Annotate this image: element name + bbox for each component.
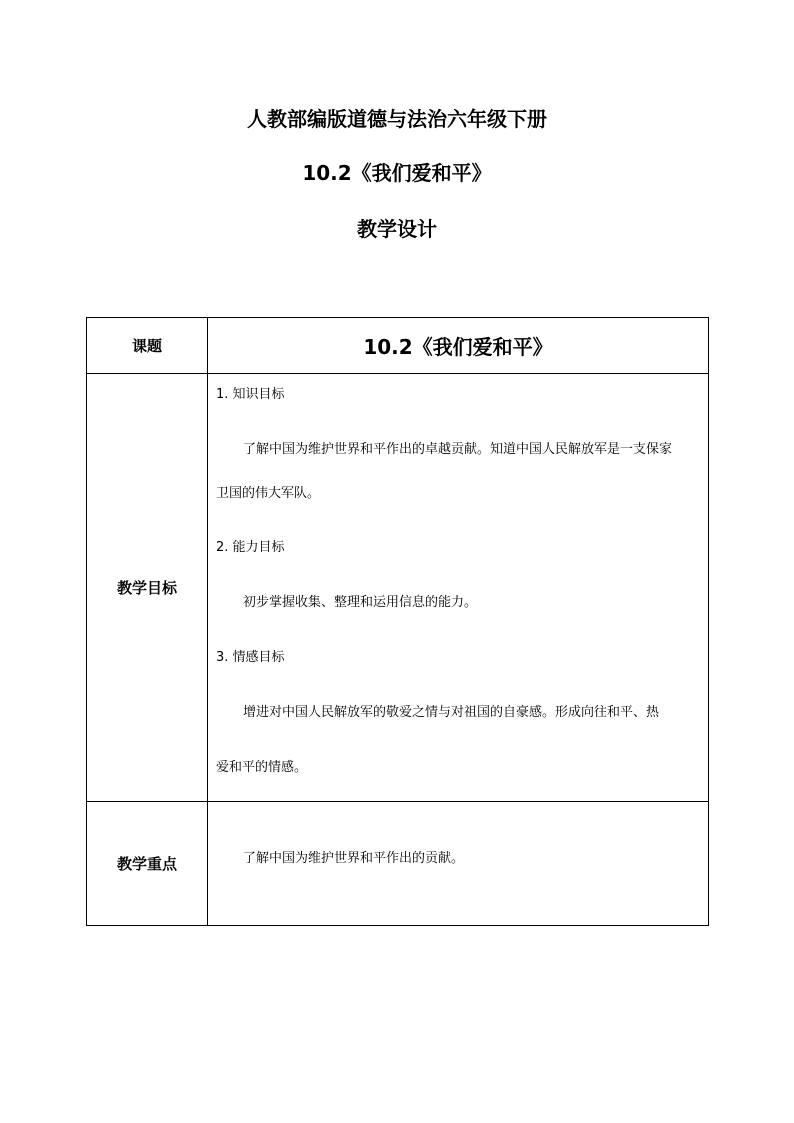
emotion-goal-text-line1: 增进对中国人民解放军的敬爱之情与对祖国的自豪感。形成向往和平、热 [243,705,660,720]
ability-goal-text: 初步掌握收集、整理和运用信息的能力。 [243,595,478,610]
objectives-content [208,374,709,802]
knowledge-goal-text-line2: 卫国的伟大军队。 [216,486,321,501]
subject-value: 10.2《我们爱和平》 [208,318,709,374]
document-subtitle: 教学设计 [357,217,437,241]
lesson-title: 10.2《我们爱和平》 [302,161,492,185]
emotion-goal-heading: 3. 情感目标 [216,650,285,665]
key-points-text: 了解中国为维护世界和平作出的贡献。 [243,851,465,866]
document-title: 人教部编版道德与法治六年级下册 [247,107,547,131]
lesson-plan-table [86,317,709,926]
emotion-goal-text-line2: 爱和平的情感。 [216,760,308,775]
key-points-label: 教学重点 [87,802,208,926]
table-row-objectives [87,374,709,802]
table-row-key-points [87,802,709,926]
objectives-label: 教学目标 [87,374,208,802]
knowledge-goal-text-line1: 了解中国为维护世界和平作出的卓越贡献。知道中国人民解放军是一支保家 [243,442,673,457]
knowledge-goal-heading: 1. 知识目标 [216,387,285,402]
key-points-content [208,802,709,926]
table-row-subject [87,318,709,374]
ability-goal-heading: 2. 能力目标 [216,540,285,555]
subject-label: 课题 [87,318,208,374]
